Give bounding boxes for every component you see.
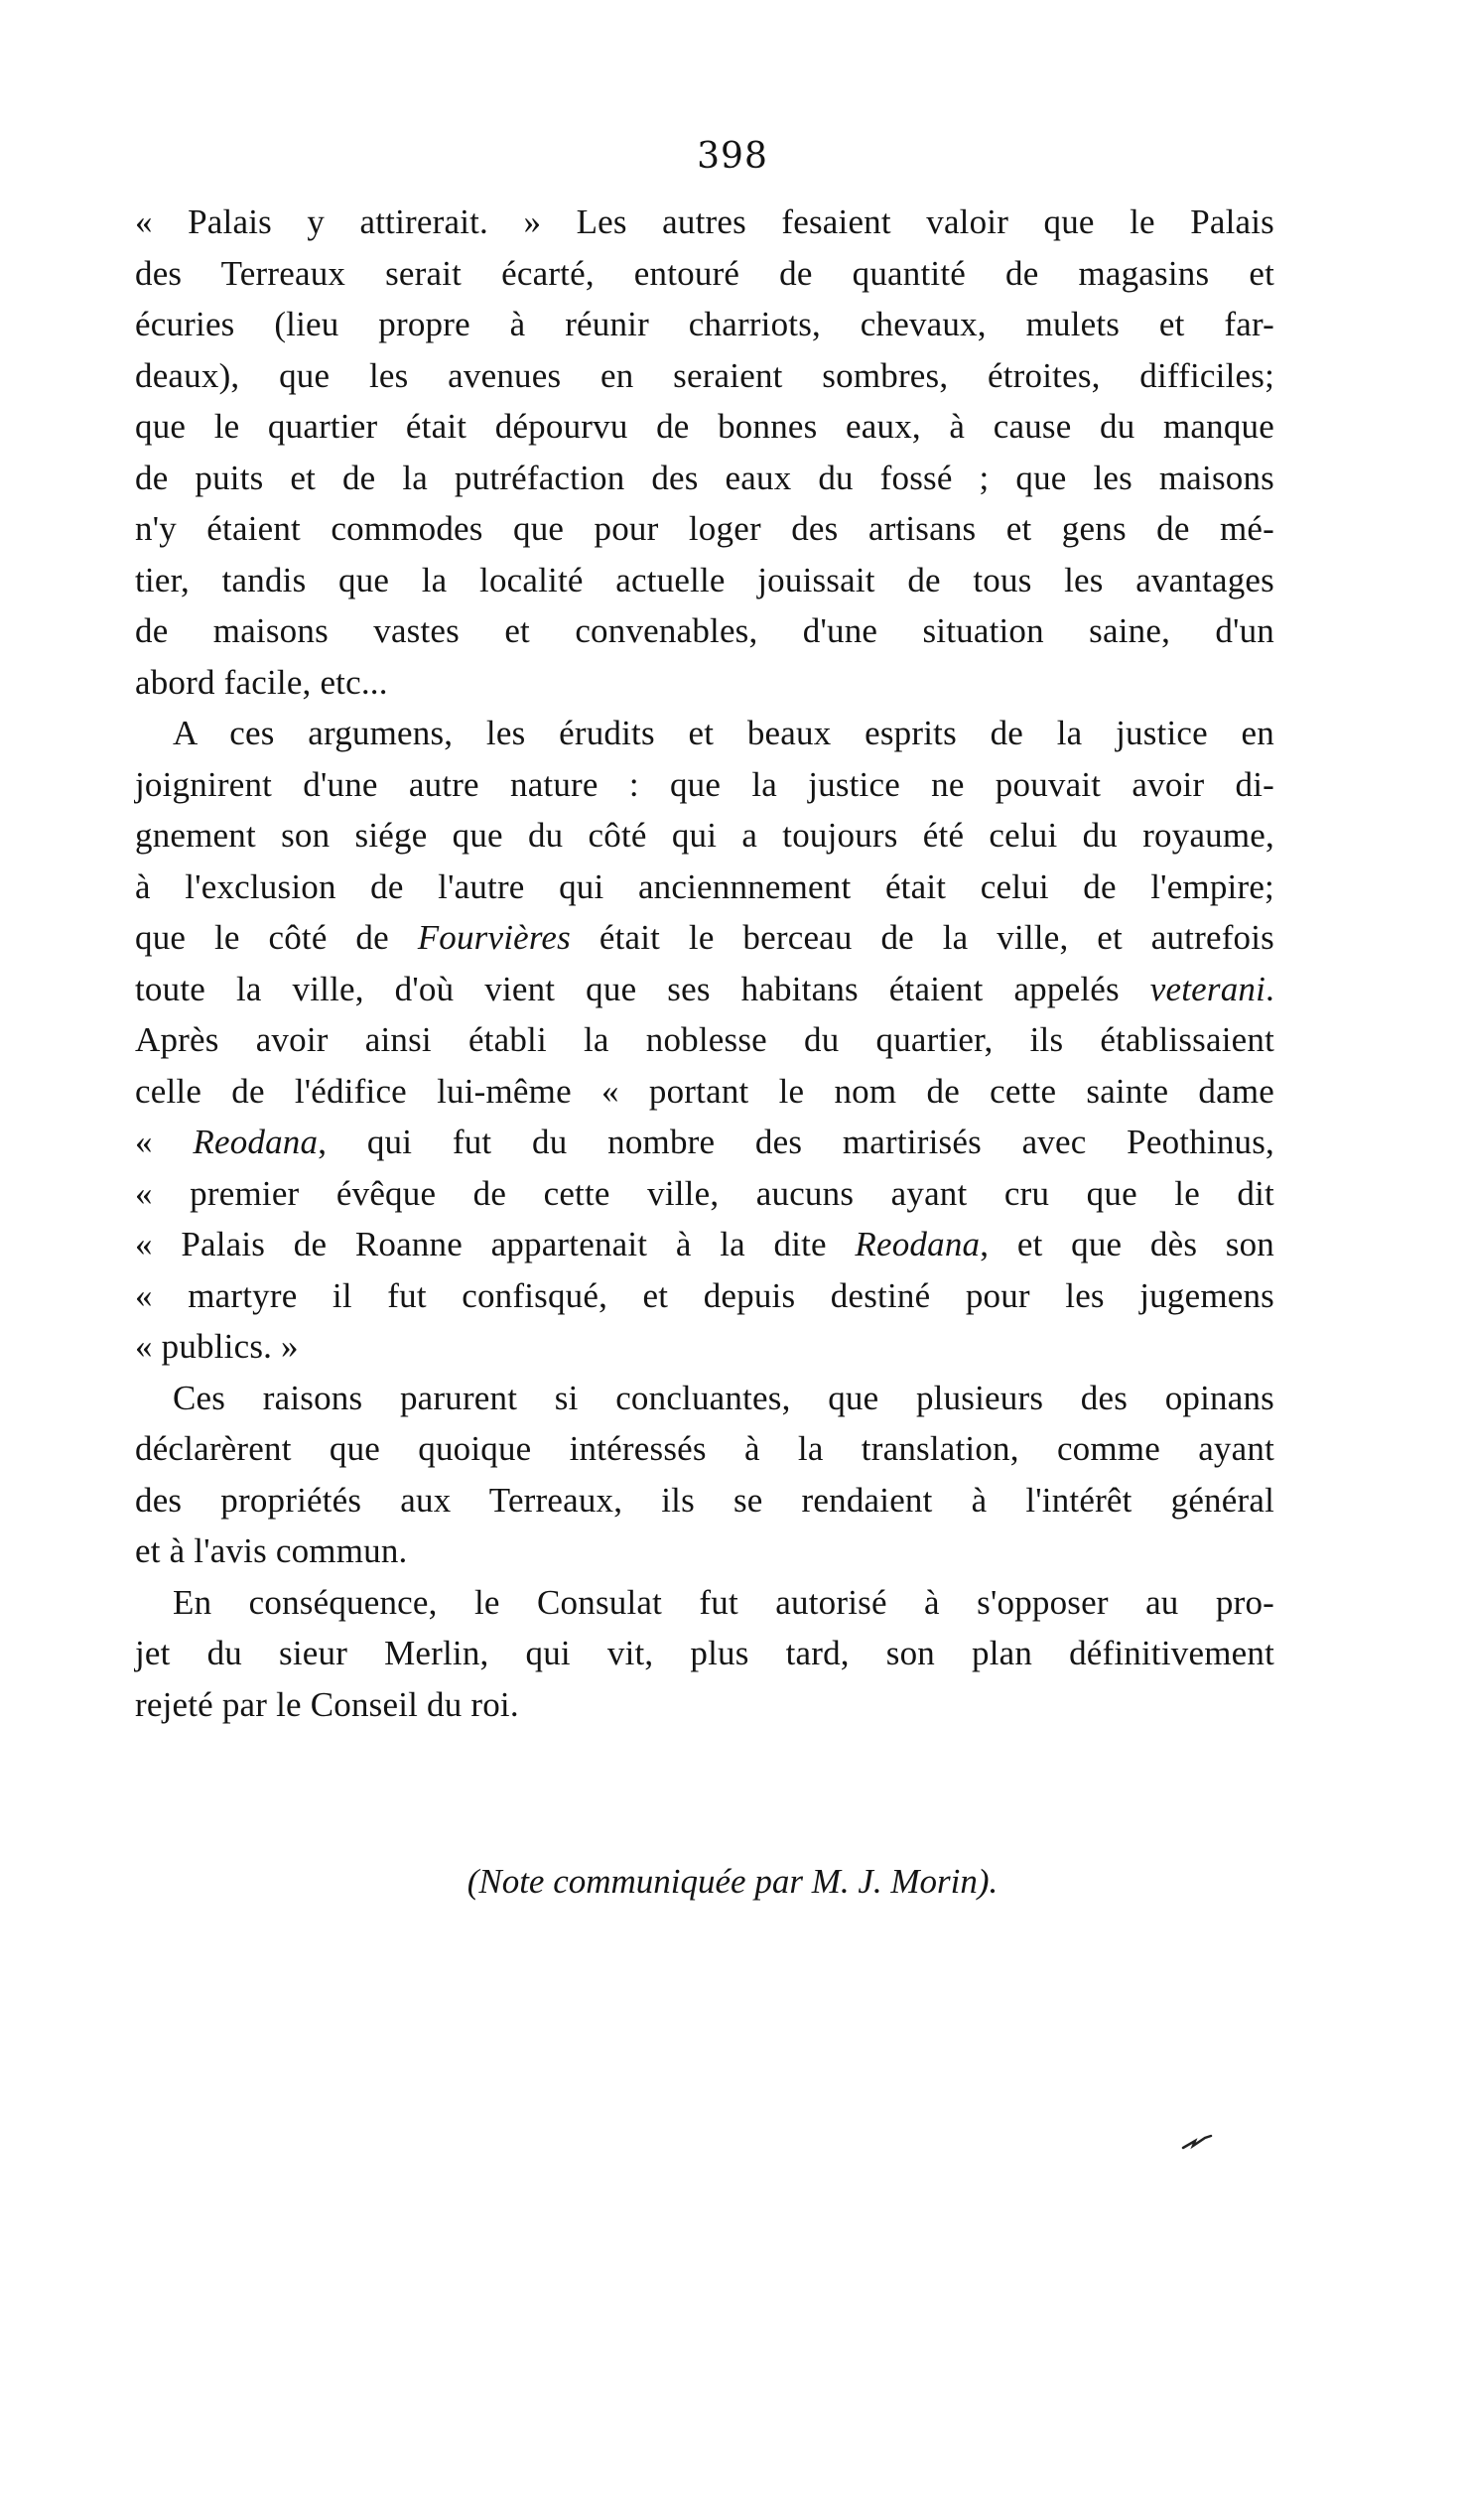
text-line: tier, tandis que la localité actuelle jouissait de tous les avantages: [135, 560, 1274, 599]
attribution-note: (Note communiquée par M. J. Morin).: [466, 1862, 999, 1901]
text-line: joignirent d'une autre nature : que la justice ne pouvait avoir di-: [135, 764, 1274, 804]
text-line: et à l'avis commun.: [135, 1531, 408, 1570]
page-number: 398: [697, 136, 768, 177]
text-line: [135, 1117, 1274, 1168]
text-line: rejeté par le Conseil du roi.: [135, 1684, 519, 1724]
place-name: Fourvières: [417, 918, 571, 957]
text-line: A ces argumens, les érudits et beaux esprits de la justice en: [173, 714, 1274, 752]
text-line: [135, 964, 1274, 1015]
text-line: [135, 912, 1274, 964]
text-line: déclarèrent que quoique intéressés à la translation, comme ayant: [135, 1429, 1274, 1468]
ink-mark: [1181, 2132, 1215, 2152]
text-segment: «: [135, 1123, 194, 1161]
text-line: « martyre il fut confisqué, et depuis destiné pour les jugemens: [135, 1275, 1274, 1315]
text-line: que le quartier était dépourvu de bonnes eaux, à cause du manque: [135, 407, 1274, 446]
text-line: à l'exclusion de l'autre qui anciennnement était celui de l'empire;: [135, 866, 1274, 906]
text-line: de maisons vastes et convenables, d'une situation saine, d'un: [135, 611, 1274, 650]
text-line: n'y étaient commodes que pour loger des artisans et gens de mé-: [135, 509, 1274, 548]
text-line: En conséquence, le Consulat fut autorisé à s'opposer au pro-: [173, 1582, 1274, 1622]
text-line: celle de l'édifice lui-même « portant le nom de cette sainte dame: [135, 1071, 1274, 1111]
text-line: des propriétés aux Terreaux, ils se rendaient à l'intérêt général: [135, 1480, 1274, 1520]
text-line: écuries (lieu propre à réunir charriots, chevaux, mulets et far-: [135, 305, 1274, 343]
text-segment: .: [1265, 969, 1274, 1008]
latin-term: veterani: [1149, 969, 1266, 1008]
text-segment: « Palais de Roanne appartenait à la dite: [135, 1225, 856, 1263]
text-segment: , qui fut du nombre des martirisés avec Peothinus,: [318, 1123, 1274, 1161]
text-line: Après avoir ainsi établi la noblesse du quartier, ils établissaient: [135, 1020, 1274, 1059]
personal-name: Reodana: [855, 1225, 981, 1263]
text-segment: était le berceau de la ville, et autrefois: [570, 918, 1274, 957]
text-line: [135, 1219, 1274, 1270]
text-line: des Terreaux serait écarté, entouré de quantité de magasins et: [135, 253, 1274, 293]
text-segment: , et que dès son: [980, 1225, 1274, 1263]
text-line: « premier évêque de cette ville, aucuns ayant cru que le dit: [135, 1173, 1274, 1213]
text-line: « Palais y attirerait. » Les autres fesaient valoir que le Palais: [135, 202, 1274, 241]
text-line: deaux), que les avenues en seraient sombres, étroites, difficiles;: [135, 355, 1274, 395]
text-line: Ces raisons parurent si concluantes, que plusieurs des opinans: [173, 1378, 1274, 1417]
text-line: abord facile, etc...: [135, 662, 388, 702]
text-line: jet du sieur Merlin, qui vit, plus tard, son plan définitivement: [135, 1634, 1274, 1672]
text-line: de puits et de la putréfaction des eaux du fossé ; que les maisons: [135, 458, 1274, 497]
text-segment: toute la ville, d'où vient que ses habitans étaient appelés: [135, 969, 1150, 1008]
body-text: [135, 197, 1274, 1730]
personal-name: Reodana: [193, 1123, 319, 1161]
text-line: « publics. »: [135, 1327, 299, 1366]
text-line: gnement son siége que du côté qui a toujours été celui du royaume,: [135, 816, 1274, 855]
text-segment: que le côté de: [135, 918, 418, 957]
